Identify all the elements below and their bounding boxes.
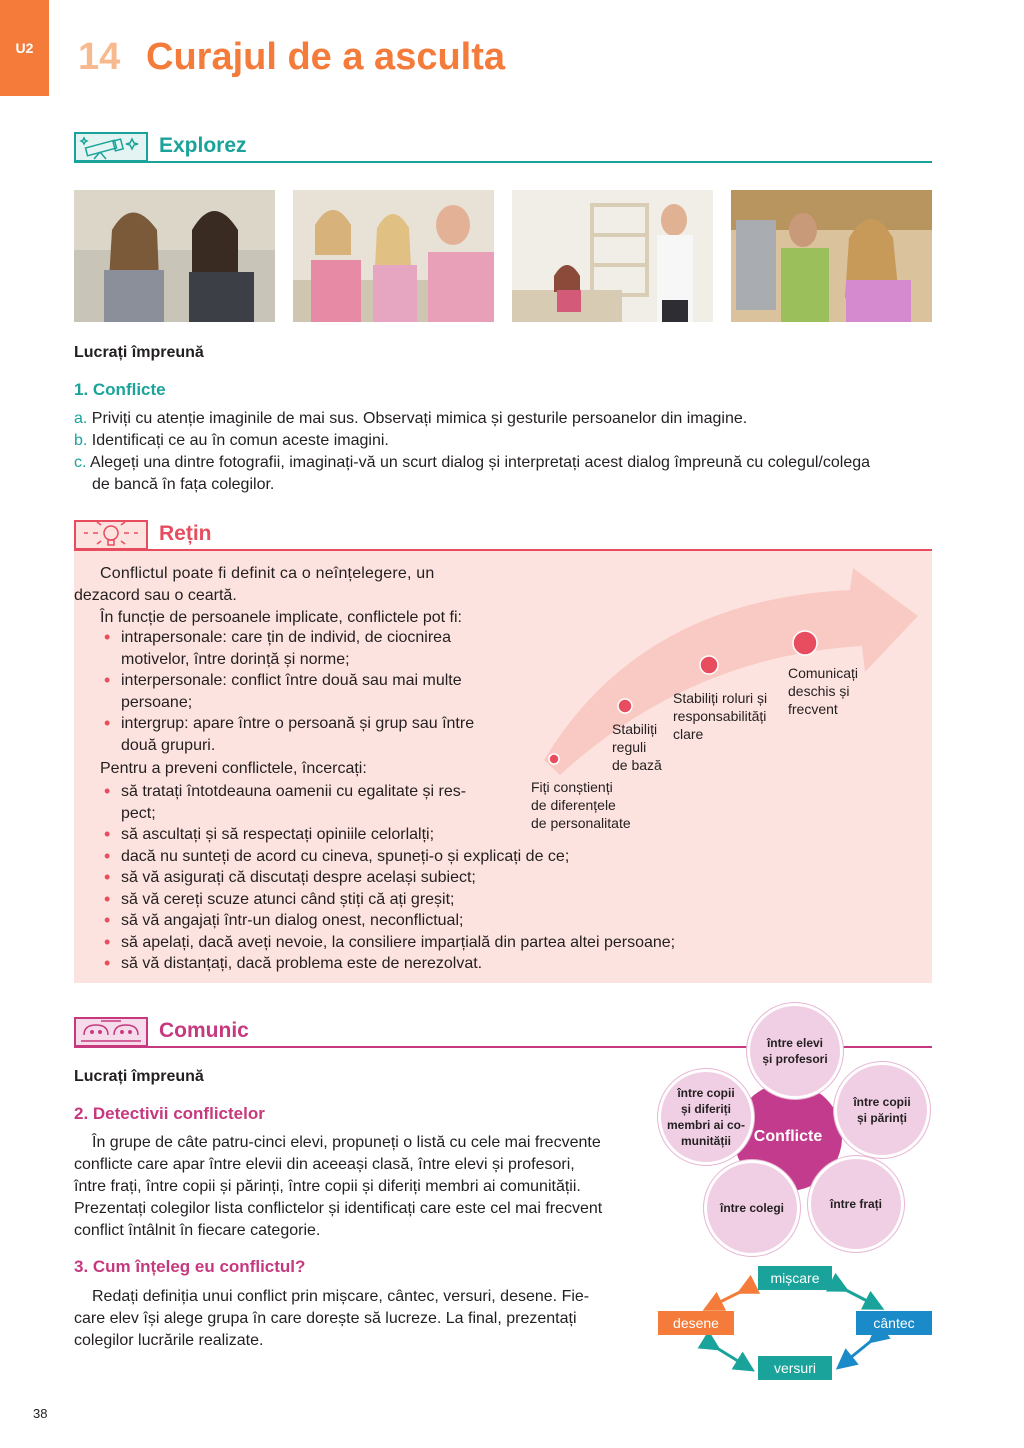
- telescope-icon: [74, 132, 148, 162]
- activity-1-title: 1. Conflicte: [74, 380, 166, 399]
- activity-3-title: 3. Cum înțeleg eu conflictul?: [74, 1257, 306, 1276]
- prevent-list: [100, 781, 820, 975]
- photo-father-and-upset-girl: [731, 190, 932, 322]
- list-item: • dacă nu sunteți de acord cu cineva, spuneți-o și explicați de ce;: [100, 846, 820, 868]
- cycle-cantec: cântec: [856, 1311, 932, 1335]
- step-label-1: Fiți conștienți de diferențele de personalitate: [531, 779, 631, 831]
- explorez-title: Explorez: [159, 134, 247, 157]
- petal-frati: între frați: [808, 1156, 904, 1252]
- work-together-label: Lucrați împreună: [74, 1068, 204, 1085]
- photo-father-and-daughter: [512, 190, 713, 322]
- activity-1-items: [74, 408, 934, 496]
- work-together-label: Lucrați împreună: [74, 344, 204, 361]
- list-item: • să vă asigurați că discutați despre același subiect;: [100, 867, 820, 889]
- list-item: • interpersonale: conflict între două sau mai multe persoane;: [100, 670, 520, 713]
- comunic-title: Comunic: [159, 1019, 249, 1042]
- flower-center: Conflicte: [734, 1083, 842, 1191]
- explorez-header: [74, 132, 932, 162]
- list-item: c. Alegeți una dintre fotografii, imaginați-vă un scurt dialog și interpretați acest dialog împreună cu colegul/colega: [74, 454, 871, 471]
- list-item: • să vă cereți scuze atunci când știți că ați greșit;: [100, 889, 820, 911]
- retin-title: Rețin: [159, 522, 212, 545]
- page-title: Curajul de a asculta: [146, 36, 506, 78]
- cycle-versuri: versuri: [758, 1356, 832, 1380]
- unit-label: U2: [15, 40, 34, 56]
- activity-3-text: Redați definiția unui conflict prin mișcare, cântec, versuri, desene. Fie- care elev își alege grupa în care dorește să lucreze. La final, prezentați colegilor lucrările realizate.: [74, 1288, 590, 1349]
- retin-header: [74, 520, 932, 550]
- cycle-miscare: mișcare: [758, 1266, 832, 1290]
- photo-parents-and-teen: [293, 190, 494, 322]
- list-item: de bancă în fața colegilor.: [92, 476, 275, 493]
- list-item: • să apelați, dacă aveți nevoie, la consiliere imparțială din partea altei persoane;: [100, 932, 820, 954]
- list-item: • intergrup: apare între o persoană și grup sau între două grupuri.: [100, 713, 520, 756]
- page-number: 38: [33, 1406, 48, 1421]
- step-label-2: Stabiliți reguli de bază: [612, 721, 662, 773]
- list-item: • să vă angajați într-un dialog onest, neconflictual;: [100, 910, 820, 932]
- unit-tab: [0, 0, 49, 96]
- chat-faces-icon: [74, 1017, 148, 1047]
- activity-2-title: 2. Detectivii conflictelor: [74, 1104, 265, 1123]
- step-label-3: Stabiliți roluri și responsabilități clare: [673, 690, 768, 742]
- section-rule: [74, 161, 932, 163]
- petal-colegi: între colegi: [704, 1160, 800, 1256]
- retin-text: Conflictul poate fi definit ca o neînțelegere, un dezacord sau o ceartă. În funcție de persoanele implicate, conflictele pot fi:: [74, 565, 462, 626]
- list-item: • să tratați întotdeauna oamenii cu egalitate și res- pect;: [100, 781, 820, 824]
- list-item: a. Priviți cu atenție imaginile de mai sus. Observați mimica și gesturile persoanelor din imagine.: [74, 410, 748, 427]
- prevent-intro: Pentru a preveni conflictele, încercați:: [100, 760, 367, 777]
- lightbulb-icon: [74, 520, 148, 550]
- petal-copii-parinti: între copii și părinți: [834, 1062, 930, 1158]
- photo-girls-arguing: [74, 190, 275, 322]
- list-item: b. Identificați ce au în comun aceste imagini.: [74, 432, 389, 449]
- lesson-number: 14: [78, 36, 121, 78]
- list-item: • să ascultați și să respectați opiniile celorlalți;: [100, 824, 820, 846]
- step-label-4: Comunicați deschis și frecvent: [788, 665, 859, 717]
- list-item: • să vă distanțați, dacă problema este de nerezolvat.: [100, 953, 820, 975]
- activity-2-text: În grupe de câte patru-cinci elevi, propuneți o listă cu cele mai frecvente conflicte care apar între elevii din aceeași clasă, între elevi și profesori, între frați, între copii și părinți, între copii și diferiți membri ai comunității. Prezentați colegilor lista conflictelor și identificați care este cel mai frecvent conflict întâlnit în fiecare categorie.: [74, 1134, 603, 1239]
- list-item: • intrapersonale: care țin de individ, de ciocnirea motivelor, între dorință și norme;: [100, 627, 520, 670]
- conflict-types-list: [100, 627, 520, 756]
- cycle-desene: desene: [658, 1311, 734, 1335]
- petal-copii-comunitate: între copii și diferiți membri ai co- munității: [658, 1069, 754, 1165]
- petal-elevi-profesori: între elevi și profesori: [747, 1003, 843, 1099]
